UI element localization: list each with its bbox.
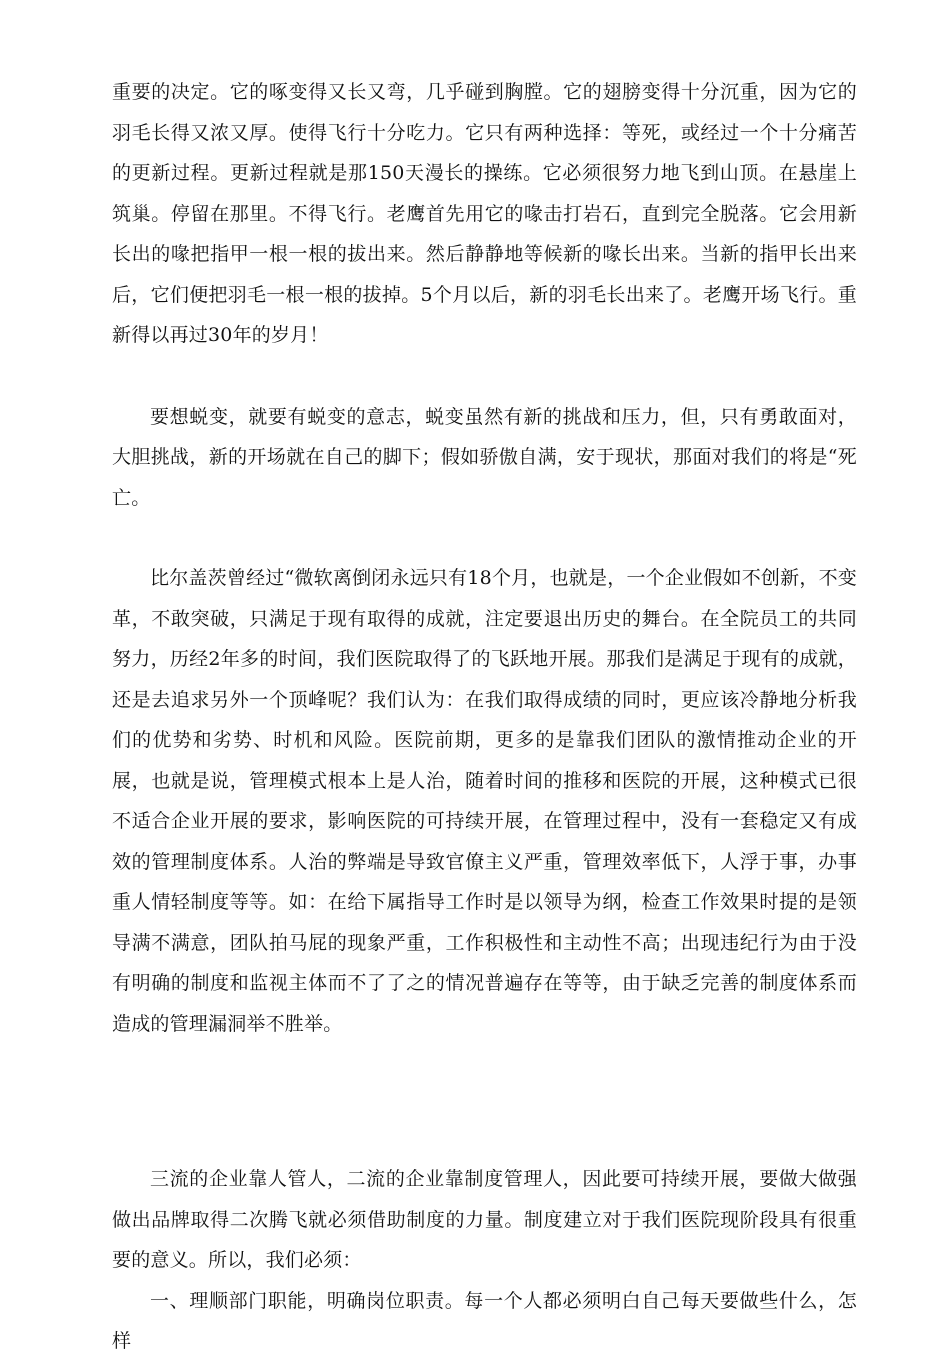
document-page: [112, 72, 857, 1362]
paragraph-transformation-will: 要想蜕变，就要有蜕变的意志，蜕变虽然有新的挑战和压力，但，只有勇敢面对，大胆挑战，新的开场就在自己的脚下；假如骄傲自满，安于现状，那面对我们的将是“死亡。: [112, 405, 857, 509]
section-spacer: [112, 1044, 857, 1159]
paragraph-eagle-renewal: 重要的决定。它的啄变得又长又弯，几乎碰到胸膛。它的翅膀变得十分沉重，因为它的羽毛长得又浓又厚。使得飞行十分吃力。它只有两种选择：等死，或经过一个十分痛苦的更新过程。更新过程就是那150天漫长的操练。它必须很努力地飞到山顶。在悬崖上筑巢。停留在那里。不得飞行。老鹰首先用它的喙击打岩石，直到完全脱落。它会用新长出的喙把指甲一根一根的拔出来。然后静静地等候新的喙长出来。当新的指甲长出来后，它们便把羽毛一根一根的拔掉。5个月以后，新的羽毛长出来了。老鹰开场飞行。重新得以再过30年的岁月！: [112, 81, 857, 346]
paragraph-bill-gates-quote: 比尔盖茨曾经过“微软离倒闭永远只有18个月，也就是，一个企业假如不创新，不变革，不敢突破，只满足于现有取得的成就，注定要退出历史的舞台。在全院员工的共同努力，历经2年多的时间，我们医院取得了的飞跃地开展。那我们是满足于现有的成就，还是去追求另外一个顶峰呢？我们认为：在我们取得成绩的同时，更应该冷静地分析我们的优势和劣势、时机和风险。医院前期，更多的是靠我们团队的激情推动企业的开展，也就是说，管理模式根本上是人治，随着时间的推移和医院的开展，这种模式已很不适合企业开展的要求，影响医院的可持续开展，在管理过程中，没有一套稳定又有成效的管理制度体系。人治的弊端是导致官僚主义严重，管理效率低下，人浮于事，办事重人情轻制度等等。如：在给下属指导工作时是以领导为纲，检查工作效果时提的是领导满不满意，团队拍马屁的现象严重，工作积极性和主动性不高；出现违纪行为由于没有明确的制度和监视主体而不了了之的情况普遍存在等等，由于缺乏完善的制度体系而造成的管理漏洞举不胜举。: [112, 567, 857, 1035]
paragraph-institution-power: 三流的企业靠人管人，二流的企业靠制度管理人，因此要可持续开展，要做大做强做出品牌取得二次腾飞就必须借助制度的力量。制度建立对于我们医院现阶段具有很重要的意义。所以，我们必须：: [112, 1168, 857, 1271]
paragraph-item-one: 一、理顺部门职能，明确岗位职责。每一个人都必须明白自己每天要做些什么，怎样: [112, 1289, 857, 1352]
